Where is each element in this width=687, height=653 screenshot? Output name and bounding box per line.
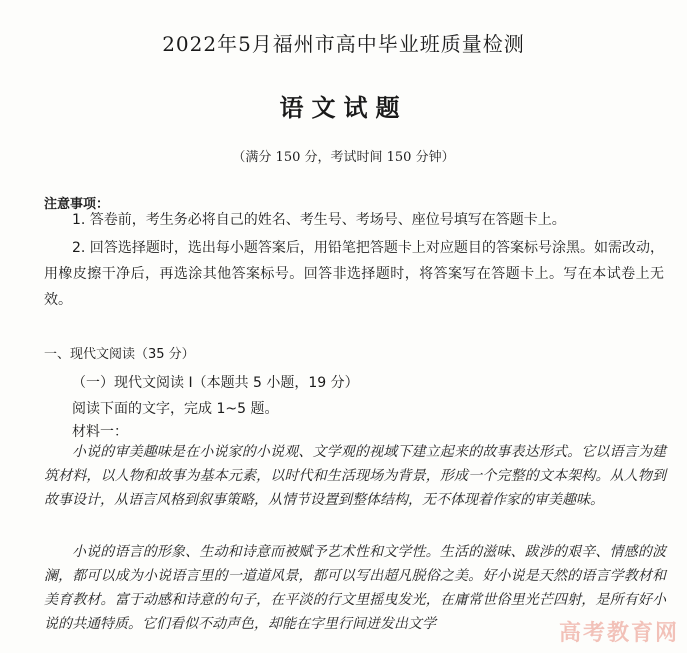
notice-item-2: 2. 回答选择题时，选出每小题答案后，用铅笔把答题卡上对应题目的答案标号涂黑。如需改动，用橡皮擦干净后，再选涂其他答案标号。回答非选择题时，将答案写在答题卡上。写在本试卷上无效。 xyxy=(44,240,664,308)
notice-item-1: 1. 答卷前，考生务必将自己的姓名、考生号、考场号、座位号填写在答题卡上。 xyxy=(72,212,566,228)
exam-title: 2022年5月福州市高中毕业班质量检测 xyxy=(162,32,525,56)
subject-title: 语文试题 xyxy=(279,93,408,122)
notice-heading: 注意事项： xyxy=(44,197,110,212)
exam-meta: （满分 150 分，考试时间 150 分钟） xyxy=(232,150,455,165)
subsection-heading: （一）现代文阅读 I（本题共 5 小题，19 分） xyxy=(72,375,359,391)
section-heading: 一、现代文阅读（35 分） xyxy=(44,347,195,362)
material-label: 材料一： xyxy=(72,424,128,440)
material-paragraph-1: 小说的审美趣味是在小说家的小说观、文学观的视域下建立起来的故事表达形式。它以语言为建筑材料，以人物和故事为基本元素，以时代和生活现场为背景，形成一个完整的文本架构。从人物到故事设计，从语言风格到叙事策略，从情节设置到整体结构，无不体现着作家的审美趣味。 xyxy=(44,444,666,508)
reading-instruction: 阅读下面的文字，完成 1~5 题。 xyxy=(72,401,279,417)
watermark-logo: 高考教育网 xyxy=(558,621,679,646)
material-paragraph-2: 小说的语言的形象、生动和诗意而被赋予艺术性和文学性。生活的滋味、跋涉的艰辛、情感的波澜，都可以成为小说语言里的一道道风景，都可以写出超凡脱俗之美。好小说是天然的语言学教材和美育教材。富于动感和诗意的句子，在平淡的行文里摇曳发光，在庸常世俗里光芒四射，是所有好小说的共通特质。它们看似不动声色，却能在字里行间迸发出文学 xyxy=(44,544,666,632)
